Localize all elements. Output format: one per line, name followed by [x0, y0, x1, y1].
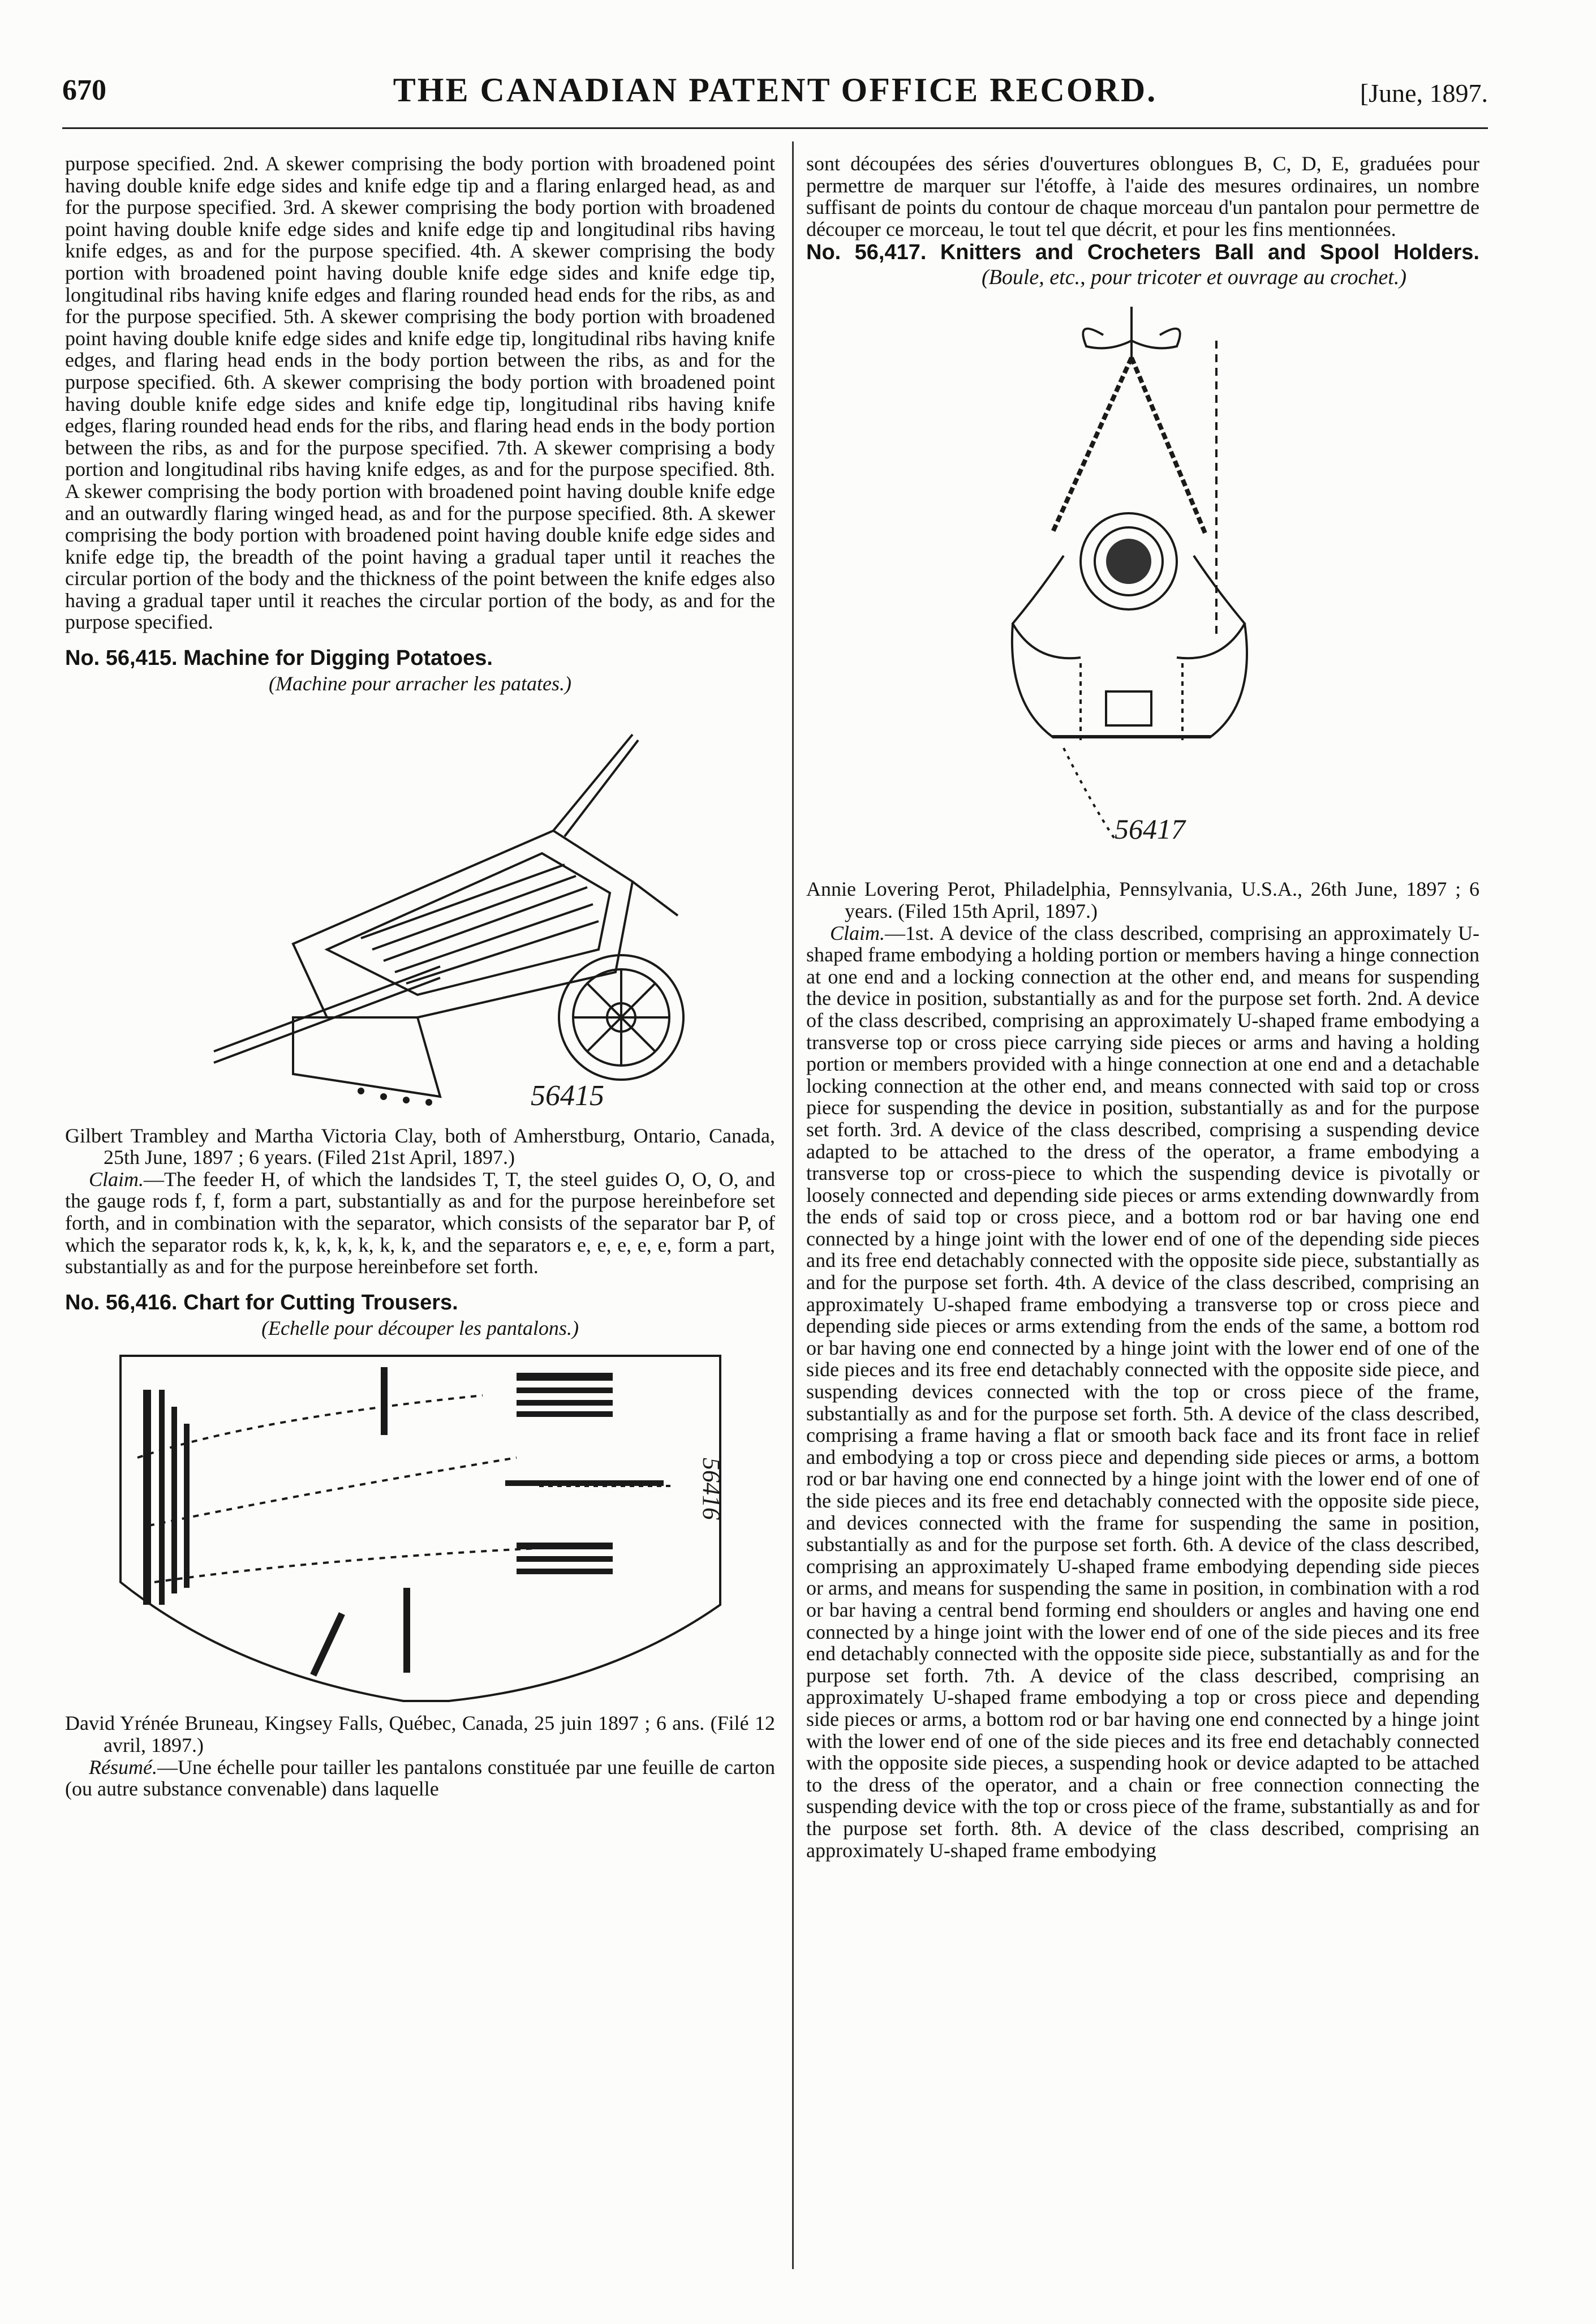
patent-56416-inventors: David Yrénée Bruneau, Kingsey Falls, Québec, Canada, 25 juin 1897 ; 6 ans. (Filé 12 avril, 1897.) [65, 1712, 775, 1756]
patent-56417-inventors: Annie Lovering Perot, Philadelphia, Pennsylvania, U.S.A., 26th June, 1897 ; 6 years. (Filed 15th April, 1897.) [806, 878, 1479, 922]
right-column [806, 153, 1479, 1861]
resume-label: Résumé. [89, 1755, 157, 1779]
trousers-resume-continuation: sont découpées des séries d'ouvertures oblongues B, C, D, E, graduées pour permettre de marquer sur l'étoffe, à l'aide des mesures ordinaires, un nombre suffisant de points du contour de chaque morceau d'un pantalon pour permettre de découper ce morceau, le tout tel que décrit, et pour les fins mentionnées. [806, 152, 1479, 240]
patent-56417-claim [806, 922, 1479, 1862]
patent-56415-heading: No. 56,415. Machine for Digging Potatoes. [65, 646, 493, 671]
page-header [62, 68, 1488, 122]
figure-56415-number: 56415 [530, 1079, 604, 1112]
potato-digger-figure [123, 701, 717, 1119]
claim-text: —The feeder H, of which the landsides T, T, the steel guides O, O, O, and the gauge rods f, f, form a part, substantially as and for the purpose hereinbefore set forth, and in combination with the separator, which consists of the separator bar P, of which the separator rods k, k, k, k, k, k, k, and the separators e, e, e, e, e, form a part, substantially as and for the purpose hereinbefore set forth. [65, 1167, 775, 1278]
patent-56415-inventors: Gilbert Trambley and Martha Victoria Clay, both of Amherstburg, Ontario, Canada, 25th June, 1897 ; 6 years. (Filed 21st April, 1897.) [65, 1124, 775, 1169]
resume-text: —Une échelle pour tailler les pantalons constituée par une feuille de carton (ou autre substance convenable) dans laquelle [65, 1755, 775, 1801]
figure-56416-number: 56416 [697, 1458, 725, 1520]
header-rule [62, 127, 1488, 129]
patent-56417-title: No. 56,417. Knitters and Crocheters Ball and Spool Holders. [806, 240, 1479, 265]
issue-date: [June, 1897. [1360, 79, 1488, 108]
ball-holder-figure [945, 295, 1341, 873]
journal-title: THE CANADIAN PATENT OFFICE RECORD. [393, 71, 1158, 109]
column-divider [792, 141, 794, 2269]
page-number: 670 [62, 74, 106, 106]
patent-56415-subtitle: (Machine pour arracher les patates.) [269, 672, 571, 695]
claim-label: Claim. [89, 1167, 144, 1191]
patent-56416-heading: No. 56,416. Chart for Cutting Trousers. [65, 1290, 458, 1315]
patent-56416-subtitle: (Echelle pour découper les pantalons.) [261, 1316, 579, 1339]
trousers-chart-figure [87, 1344, 754, 1707]
left-column [65, 153, 775, 1800]
patent-56417-heading [806, 240, 1479, 290]
claim-text: —1st. A device of the class described, comprising an approximately U-shaped frame embodying a holding portion or members having a hinge connection at one end and a locking connection at the other end, and means for suspending the device in position, substantially as and for the purpose set forth. 2nd. A device of the class described, comprising an approximately U-shaped frame embodying a transverse top or cross piece carrying side pieces or arms and having a holding portion or members provided with a hinge connection at one end and a detachable locking connection at the other end, and means connected with said top or cross piece for suspending the device in position, substantially as and for the purpose set forth. 3rd. A device of the class described, comprising a suspending device adapted to be attached to the dress of the operator, a frame embodying a transverse top or cross-piece to which the suspending device is pivotally or loosely connected and depending side pieces or arms extending downwardly from the ends of said top or cross piece, and a bottom rod or bar having one end connected by a hinge joint with the lower end of one of the depending side pieces and its free end detachably connected with the opposite side piece, substantially as and for the purpose set forth. 4th. A device of the class described, comprising an approximately U-shaped frame embodying a transverse top or cross piece and depending side pieces or arms extending from the ends of the same, a bottom rod or bar having one end connected by a hinge joint with the lower end of one of the side pieces and its free end detachably connected with the opposite side piece, and suspending devices connected with the top or cross piece of the frame, substantially as and for the purpose set forth. 5th. A device of the class described, comprising a frame having a flat or smooth back face and its front face in relief and embodying a top or cross piece and depending side pieces or arms, a bottom rod or bar having one end connected by a hinge joint with the lower end of one of the side pieces and its free end detachably connected with the opposite side piece, and devices connected with the frame for suspending the same in position, substantially as and for the purpose set forth. 6th. A device of the class described, comprising an approximately U-shaped frame embodying depending side pieces or arms, and means for suspending the same in position, in combination with a rod or bar having a central bend forming end shoulders or angles and having one end connected by a hinge joint with the lower end of one of the side pieces and its free end detachably connected with the opposite side piece, substantially as and for the purpose set forth. 7th. A device of the class described, comprising an approximately U-shaped frame embodying a top or cross piece and depending side pieces or arms, a bottom rod or bar having one end connected by a hinge joint with the lower end of one of the side pieces and its free end detachably connected with the opposite side pieces, a suspending hook or device adapted to be attached to the dress of the operator, and a chain or free connection connecting the suspending device with the top or cross piece of the frame, substantially as and for the purpose set forth. 8th. A device of the class described, comprising an approximately U-shaped frame embodying [806, 921, 1479, 1862]
patent-56417-subtitle: (Boule, etc., pour tricoter et ouvrage au crochet.) [982, 265, 1406, 290]
claim-label: Claim. [830, 921, 885, 944]
skewer-claims-continuation: purpose specified. 2nd. A skewer comprising the body portion with broadened point having double knife edge sides and knife edge tip and a flaring enlarged head, as and for the purpose specified. 3rd. A skewer comprising the body portion with broadened point having double knife edge sides and knife edge tip and longitudinal ribs having knife edges, as and for the purpose specified. 4th. A skewer comprising the body portion with broadened point having double knife edge sides and knife edge tip, longitudinal ribs having knife edges and flaring rounded head ends for the ribs, as and for the purpose specified. 5th. A skewer comprising the body portion with broadened point having double knife edge sides and knife edge tip, longitudinal ribs having knife edges, and flaring head ends in the body portion between the ribs, as and for the purpose specified. 6th. A skewer comprising the body portion with broadened point having double knife edge sides and knife edge tip, longitudinal ribs having knife edges, flaring rounded head ends for the ribs, and flaring head ends in the body portion between the ribs, as and for the purpose specified. 7th. A skewer comprising a body portion and longitudinal ribs having knife edges, as and for the purpose specified. 8th. A skewer comprising the body portion with broadened point having double knife edge and an outwardly flaring winged head, as and for the purpose specified. 8th. A skewer comprising the body portion with broadened point having double knife edge sides and knife edge tip, the breadth of the point having a gradual taper until it reaches the circular portion of the body and the thickness of the point between the knife edges also having a gradual taper until it reaches the circular portion of the body, as and for the purpose specified. [65, 152, 775, 634]
patent-56416-resume [65, 1756, 775, 1800]
patent-56415-claim [65, 1169, 775, 1278]
figure-56417-number: 56417 [1115, 813, 1185, 845]
